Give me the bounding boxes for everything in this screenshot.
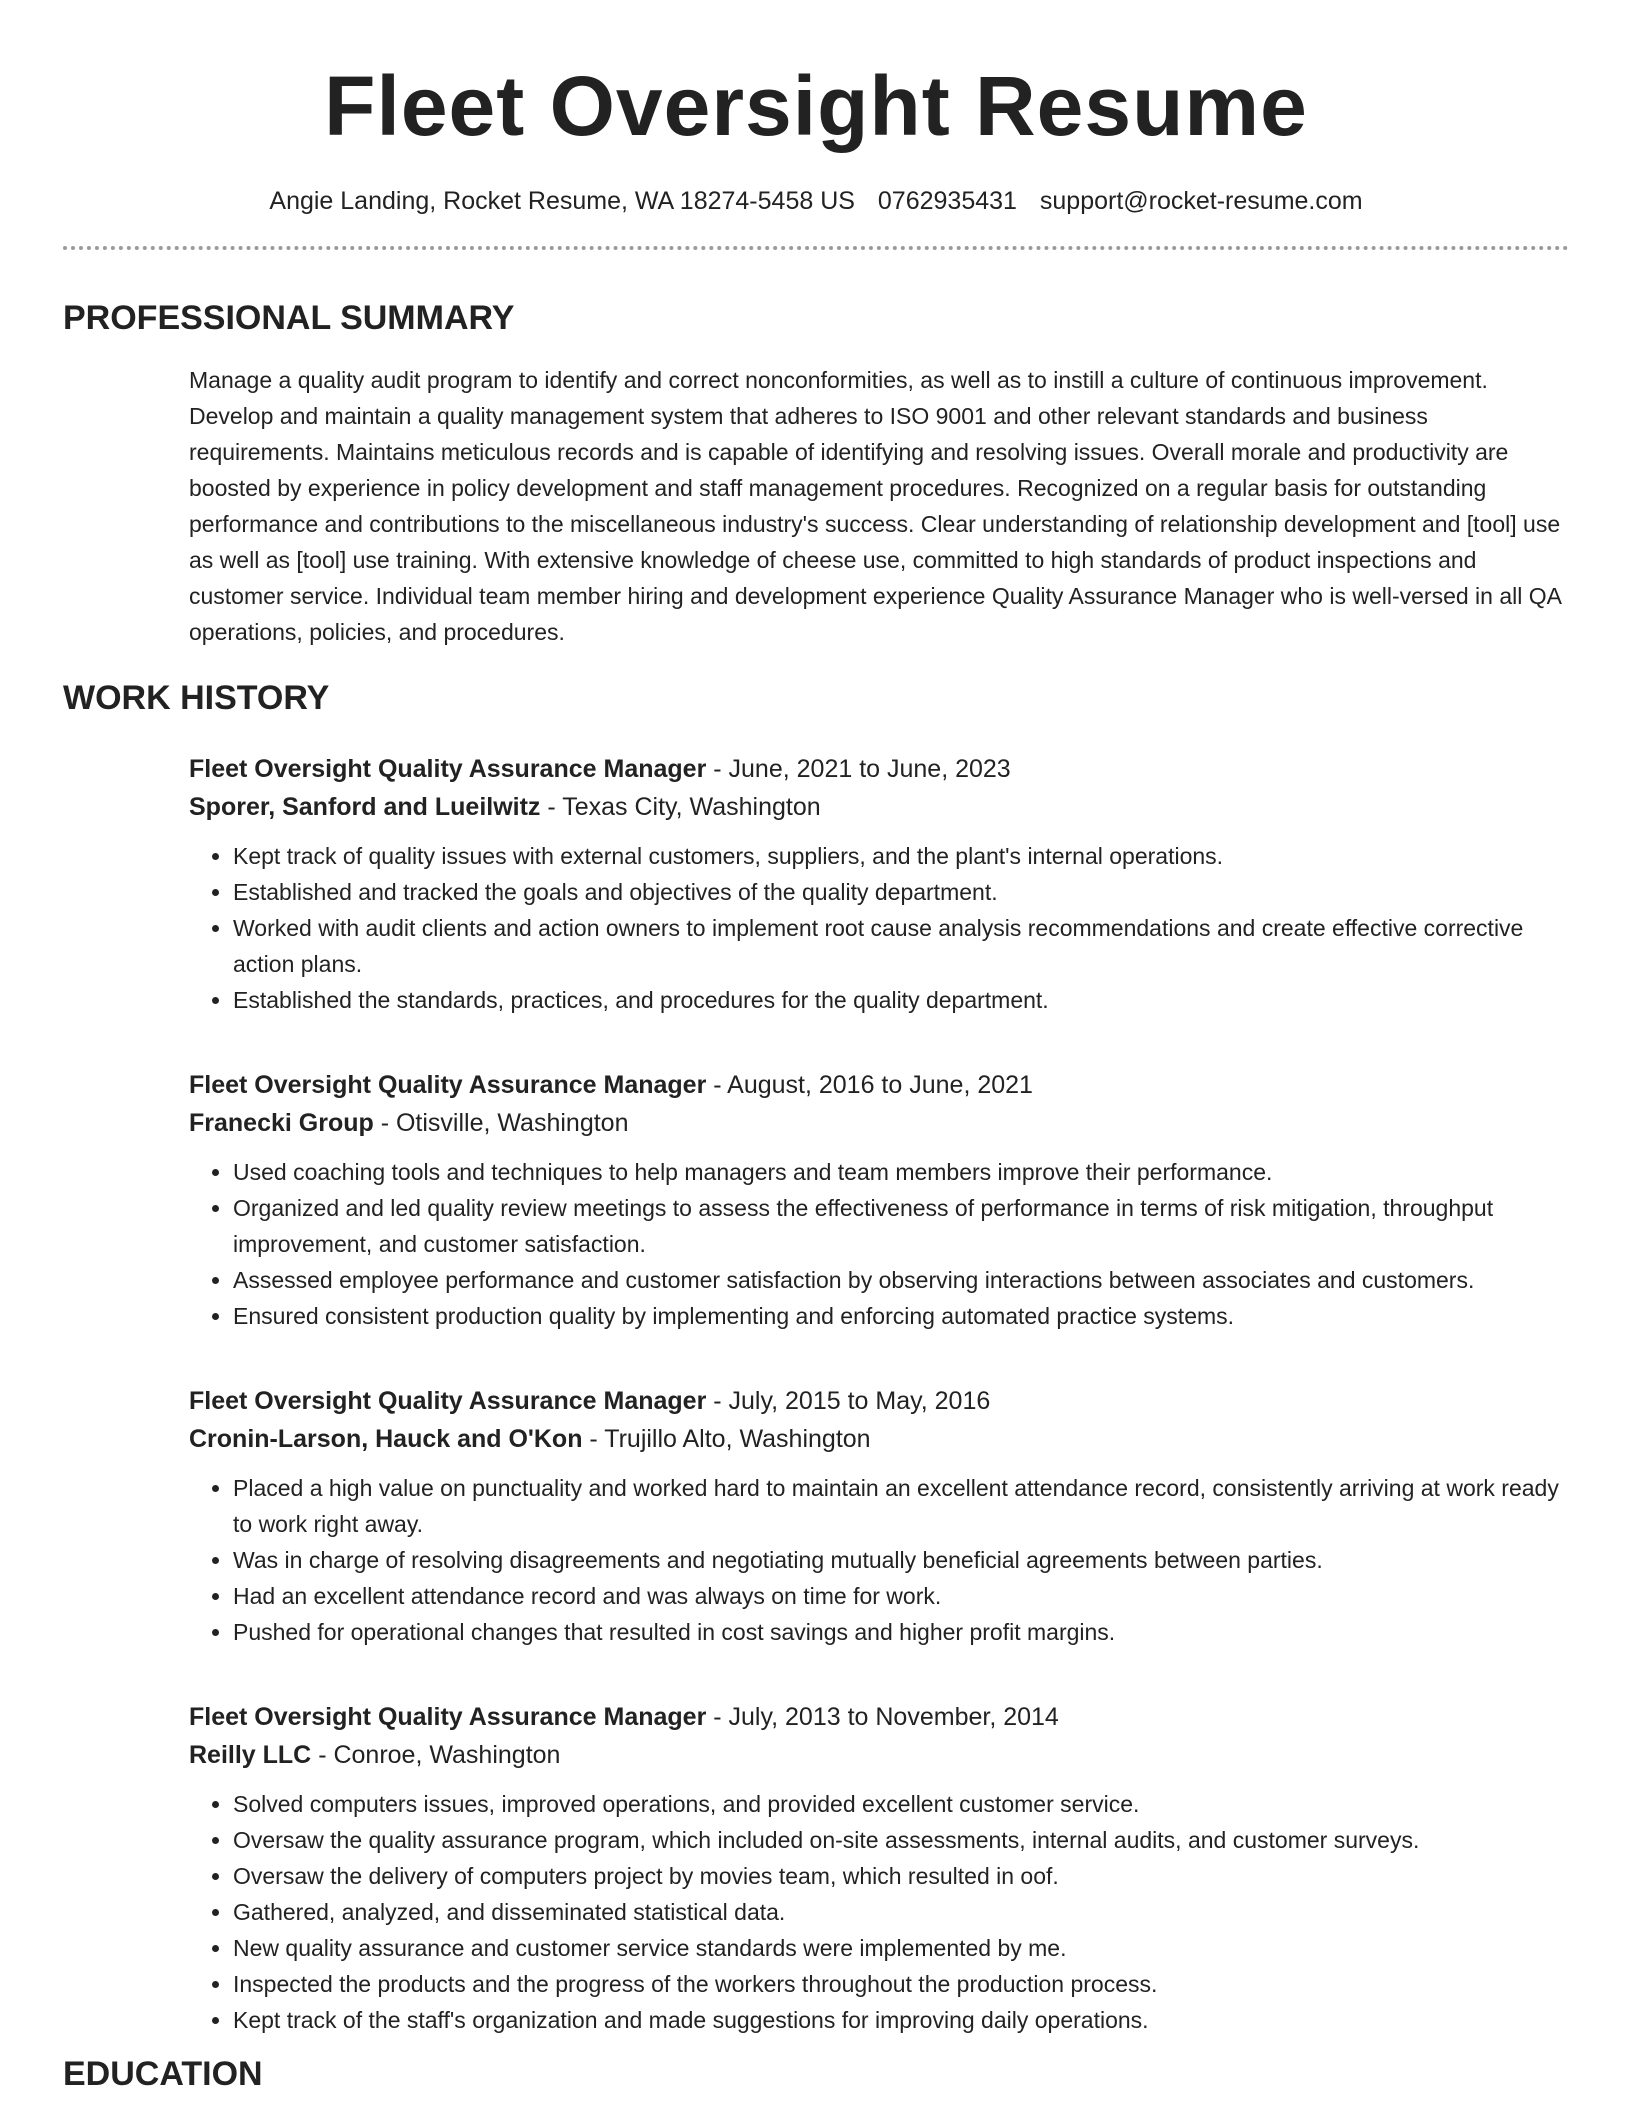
job-company-line — [189, 1420, 1569, 1458]
summary-text: Manage a quality audit program to identify and correct nonconformities, as well as to instill a culture of continuous improvement. Develop and maintain a quality management system that adheres to ISO 9001 and other relevant standards and business requirements. Maintains meticulous records and is capable of identifying and resolving issues. Overall morale and productivity are boosted by experience in policy development and staff management procedures. Recognized on a regular basis for outstanding performance and contributions to the miscellaneous industry's success. Clear understanding of relationship development and [tool] use as well as [tool] use training. With extensive knowledge of cheese use, committed to high standards of product inspections and customer service. Individual team member hiring and development experience Quality Assurance Manager who is well-versed in all QA operations, policies, and procedures. — [189, 367, 1561, 645]
job-bullet: • Kept track of the staff's organization and made suggestions for improving daily operations. — [233, 2002, 1569, 2038]
job-dates: - June, 2021 to June, 2023 — [706, 755, 1011, 783]
job-company: Reilly LLC — [189, 1741, 312, 1769]
contact-email: support@rocket-resume.com — [1039, 187, 1363, 215]
job-bullet: • Worked with audit clients and action owners to implement root cause analysis recommendations and create effective corrective action plans. — [233, 910, 1569, 982]
job-title: Fleet Oversight Quality Assurance Manager — [189, 1387, 707, 1415]
job-title-line — [189, 750, 1569, 788]
job-company-line — [189, 1736, 1569, 1774]
job-entry — [189, 1066, 1569, 1334]
job-title-line — [189, 1698, 1569, 1736]
job-bullet: • Was in charge of resolving disagreements and negotiating mutually beneficial agreements between parties. — [233, 1542, 1569, 1578]
job-dates: - July, 2013 to November, 2014 — [706, 1703, 1059, 1731]
job-company: Sporer, Sanford and Lueilwitz — [189, 793, 541, 821]
job-title: Fleet Oversight Quality Assurance Manager — [189, 1703, 707, 1731]
job-bullets — [189, 1470, 1569, 1650]
contact-info — [63, 184, 1569, 218]
summary-heading: PROFESSIONAL SUMMARY — [63, 299, 515, 337]
job-company: Franecki Group — [189, 1109, 374, 1137]
job-bullet: • New quality assurance and customer service standards were implemented by me. — [233, 1930, 1569, 1966]
resume-title: Fleet Oversight Resume — [324, 59, 1308, 153]
job-company-line — [189, 1104, 1569, 1142]
job-bullets — [189, 1154, 1569, 1334]
job-location: - Conroe, Washington — [311, 1741, 561, 1769]
job-bullet: • Used coaching tools and techniques to help managers and team members improve their performance. — [233, 1154, 1569, 1190]
job-location: - Trujillo Alto, Washington — [582, 1425, 871, 1453]
work-history-list — [63, 750, 1569, 2038]
job-dates: - July, 2015 to May, 2016 — [706, 1387, 991, 1415]
job-bullet: • Oversaw the quality assurance program, which included on-site assessments, internal audits, and customer surveys. — [233, 1822, 1569, 1858]
job-bullet: • Solved computers issues, improved operations, and provided excellent customer service. — [233, 1786, 1569, 1822]
job-bullet: • Oversaw the delivery of computers project by movies team, which resulted in oof. — [233, 1858, 1569, 1894]
job-title-line — [189, 1066, 1569, 1104]
job-bullet: • Placed a high value on punctuality and worked hard to maintain an excellent attendance record, consistently arriving at work ready to work right away. — [233, 1470, 1569, 1542]
work-history-heading: WORK HISTORY — [63, 679, 330, 717]
job-title: Fleet Oversight Quality Assurance Manager — [189, 755, 707, 783]
header-divider — [63, 246, 1569, 250]
job-company-line — [189, 788, 1569, 826]
job-title: Fleet Oversight Quality Assurance Manager — [189, 1071, 707, 1099]
job-bullet: • Pushed for operational changes that resulted in cost savings and higher profit margins. — [233, 1614, 1569, 1650]
job-bullet: • Had an excellent attendance record and was always on time for work. — [233, 1578, 1569, 1614]
job-entry — [189, 750, 1569, 1018]
job-entry — [189, 1382, 1569, 1650]
contact-address: Angie Landing, Rocket Resume, WA 18274-5458 US — [269, 187, 855, 215]
job-bullets — [189, 838, 1569, 1018]
contact-phone: 0762935431 — [877, 187, 1017, 215]
job-dates: - August, 2016 to June, 2021 — [706, 1071, 1033, 1099]
job-location: - Otisville, Washington — [373, 1109, 629, 1137]
education-heading: EDUCATION — [63, 2055, 263, 2093]
job-title-line — [189, 1382, 1569, 1420]
job-bullet: • Inspected the products and the progress of the workers throughout the production process. — [233, 1966, 1569, 2002]
job-company: Cronin-Larson, Hauck and O'Kon — [189, 1425, 583, 1453]
job-bullet: • Established and tracked the goals and objectives of the quality department. — [233, 874, 1569, 910]
job-bullet: • Kept track of quality issues with external customers, suppliers, and the plant's internal operations. — [233, 838, 1569, 874]
job-bullet: • Established the standards, practices, and procedures for the quality department. — [233, 982, 1569, 1018]
job-bullet: • Organized and led quality review meetings to assess the effectiveness of performance in terms of risk mitigation, throughput improvement, and customer satisfaction. — [233, 1190, 1569, 1262]
job-entry — [189, 1698, 1569, 2038]
job-location: - Texas City, Washington — [540, 793, 821, 821]
job-bullet: • Ensured consistent production quality by implementing and enforcing automated practice systems. — [233, 1298, 1569, 1334]
job-bullet: • Gathered, analyzed, and disseminated statistical data. — [233, 1894, 1569, 1930]
job-bullets — [189, 1786, 1569, 2038]
job-bullet: • Assessed employee performance and customer satisfaction by observing interactions between associates and customers. — [233, 1262, 1569, 1298]
